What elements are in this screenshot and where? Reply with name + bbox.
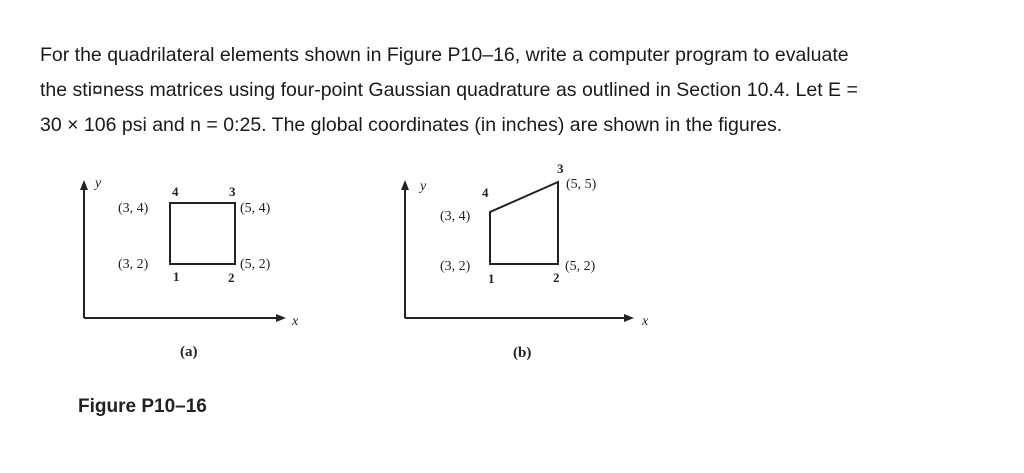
diagram-b-element: [490, 182, 558, 264]
diagram-a-node-2-num: 2: [228, 270, 235, 285]
diagram-b-y-label: y: [420, 179, 427, 194]
diagram-a-node-4-num: 4: [172, 184, 179, 199]
diagram-a: [80, 176, 299, 360]
diagram-b-caption: (b): [513, 345, 532, 361]
problem-line-3: 30 × 106 psi and n = 0:25. The global coordinates (in inches) are shown in the figures.: [40, 114, 783, 136]
diagram-a-node-3-coord: (5, 4): [240, 201, 271, 216]
diagram-b-node-1-coord: (3, 2): [440, 259, 471, 274]
diagram-b: [401, 161, 649, 361]
figure-title: Figure P10–16: [78, 396, 207, 417]
diagram-a-node-1-coord: (3, 2): [118, 257, 149, 272]
diagram-a-x-label: x: [292, 314, 299, 329]
diagram-a-node-1-num: 1: [173, 269, 180, 284]
diagram-b-node-3-num: 3: [557, 161, 564, 176]
diagram-b-x-label: x: [642, 314, 649, 329]
problem-line-2: the sti¤ness matrices using four-point Gaussian quadrature as outlined in Section 10.4. Let E =: [40, 79, 858, 101]
diagram-a-y-label: y: [95, 176, 102, 191]
diagram-a-node-3-num: 3: [229, 184, 236, 199]
diagram-b-y-arrow: [401, 180, 409, 190]
diagram-a-element: [170, 203, 235, 264]
diagram-a-y-arrow: [80, 180, 88, 190]
diagram-b-node-2-coord: (5, 2): [565, 259, 596, 274]
diagram-b-node-1-num: 1: [488, 271, 495, 286]
diagram-a-x-arrow: [276, 314, 286, 322]
diagram-a-node-2-coord: (5, 2): [240, 257, 271, 272]
problem-line-1: For the quadrilateral elements shown in Figure P10–16, write a computer program to evaluate: [40, 44, 849, 66]
problem-statement: [40, 38, 1000, 143]
diagram-b-node-2-num: 2: [553, 270, 560, 285]
diagram-a-caption: (a): [180, 344, 198, 360]
figure-p10-16: [0, 150, 1024, 390]
diagram-b-node-4-num: 4: [482, 185, 489, 200]
diagram-b-node-4-coord: (3, 4): [440, 209, 471, 224]
diagram-b-x-arrow: [624, 314, 634, 322]
diagram-b-node-3-coord: (5, 5): [566, 177, 597, 192]
diagram-a-node-4-coord: (3, 4): [118, 201, 149, 216]
